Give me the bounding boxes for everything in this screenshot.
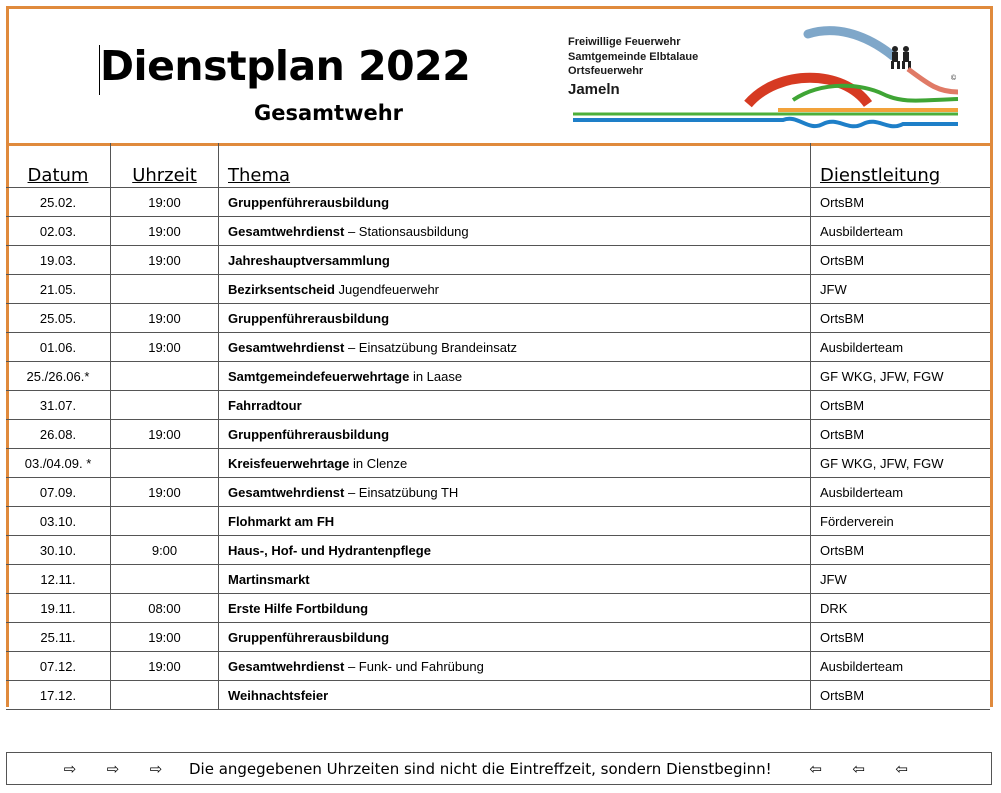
cell-time: 19:00 (111, 217, 219, 246)
cell-topic (219, 362, 811, 391)
topic-title: Erste Hilfe Fortbildung (228, 600, 369, 616)
topic-title: Kreisfeuerwehrtage (228, 455, 350, 471)
cell-date: 01.06. (6, 333, 111, 362)
topic-detail: – Stationsausbildung (344, 223, 469, 239)
topic-title: Gruppenführerausbildung (228, 310, 390, 326)
topic-title: Flohmarkt am FH (228, 513, 335, 529)
cell-topic (219, 536, 811, 565)
cell-time (111, 565, 219, 594)
cell-date: 17.12. (6, 681, 111, 710)
column-header-lead: Dienstleitung (811, 143, 991, 188)
table-row (6, 681, 990, 710)
topic-title: Gruppenführerausbildung (228, 426, 390, 442)
topic-title: Gruppenführerausbildung (228, 194, 390, 210)
cell-time: 08:00 (111, 594, 219, 623)
cell-date: 07.09. (6, 478, 111, 507)
cell-date: 21.05. (6, 275, 111, 304)
cell-topic (219, 507, 811, 536)
cell-lead: DRK (811, 594, 991, 623)
arrow-left-icon: ⇦ (895, 759, 908, 778)
topic-detail: – Funk- und Fahrübung (344, 658, 484, 674)
cell-date: 25.11. (6, 623, 111, 652)
table-header-row (6, 143, 990, 188)
logo-line-3: Ortsfeuerwehr (568, 65, 644, 77)
page-title: Dienstplan 2022 (100, 42, 471, 90)
topic-title: Weihnachtsfeier (228, 687, 329, 703)
cell-date: 02.03. (6, 217, 111, 246)
cell-time: 19:00 (111, 188, 219, 217)
cell-topic (219, 681, 811, 710)
table-row (6, 333, 990, 362)
column-header-topic: Thema (219, 143, 811, 188)
cell-date: 07.12. (6, 652, 111, 681)
cell-topic (219, 652, 811, 681)
table-row (6, 246, 990, 275)
schedule-table (6, 143, 990, 710)
table-row (6, 652, 990, 681)
footer-note-box (6, 752, 992, 785)
cell-date: 25.05. (6, 304, 111, 333)
cell-topic (219, 333, 811, 362)
table-row (6, 565, 990, 594)
cell-lead: OrtsBM (811, 391, 991, 420)
cell-lead: GF WKG, JFW, FGW (811, 362, 991, 391)
cell-lead: OrtsBM (811, 681, 991, 710)
topic-title: Fahrradtour (228, 397, 302, 413)
table-row (6, 420, 990, 449)
table-row (6, 507, 990, 536)
cell-topic (219, 391, 811, 420)
arrow-left-icon: ⇦ (809, 759, 822, 778)
cell-topic (219, 246, 811, 275)
topic-detail: in Clenze (349, 455, 408, 471)
cell-lead: OrtsBM (811, 188, 991, 217)
table-row (6, 391, 990, 420)
cell-time (111, 681, 219, 710)
arrow-right-icon: ⇨ (63, 759, 77, 778)
cell-lead: OrtsBM (811, 304, 991, 333)
cell-time: 19:00 (111, 623, 219, 652)
cell-topic (219, 594, 811, 623)
cell-date: 19.03. (6, 246, 111, 275)
cell-date: 03./04.09. * (6, 449, 111, 478)
arrow-right-icon: ⇨ (106, 759, 120, 778)
cell-lead: GF WKG, JFW, FGW (811, 449, 991, 478)
cell-date: 19.11. (6, 594, 111, 623)
topic-title: Bezirksentscheid (228, 281, 335, 297)
arrow-left-icon: ⇦ (852, 759, 865, 778)
cell-lead: OrtsBM (811, 246, 991, 275)
cell-time: 19:00 (111, 246, 219, 275)
cell-time (111, 362, 219, 391)
cell-date: 31.07. (6, 391, 111, 420)
column-header-time: Uhrzeit (111, 143, 219, 188)
topic-title: Gesamtwehrdienst (228, 339, 345, 355)
topic-title: Gesamtwehrdienst (228, 658, 345, 674)
cell-lead: Ausbilderteam (811, 478, 991, 507)
logo-line-2: Samtgemeinde Elbtalaue (568, 51, 699, 63)
cell-date: 26.08. (6, 420, 111, 449)
cell-time: 9:00 (111, 536, 219, 565)
table-row (6, 594, 990, 623)
topic-detail: Jugendfeuerwehr (334, 281, 440, 297)
cell-lead: OrtsBM (811, 623, 991, 652)
cell-date: 03.10. (6, 507, 111, 536)
cell-topic (219, 275, 811, 304)
page-subtitle: Gesamtwehr (254, 101, 404, 125)
topic-detail: – Einsatzübung TH (344, 484, 459, 500)
cell-lead: Förderverein (811, 507, 991, 536)
topic-title: Haus-, Hof- und Hydrantenpflege (228, 542, 431, 558)
topic-title: Gesamtwehrdienst (228, 484, 345, 500)
cell-time (111, 391, 219, 420)
cell-time: 19:00 (111, 478, 219, 507)
cell-lead: OrtsBM (811, 420, 991, 449)
cell-date: 30.10. (6, 536, 111, 565)
cell-date: 12.11. (6, 565, 111, 594)
cell-topic (219, 420, 811, 449)
table-row (6, 536, 990, 565)
cell-time: 19:00 (111, 420, 219, 449)
table-row (6, 188, 990, 217)
topic-title: Samtgemeindefeuerwehrtage (228, 368, 410, 384)
cell-topic (219, 565, 811, 594)
cell-time: 19:00 (111, 304, 219, 333)
table-row (6, 449, 990, 478)
topic-title: Gruppenführerausbildung (228, 629, 390, 645)
cell-lead: OrtsBM (811, 536, 991, 565)
table-body (6, 188, 990, 710)
table-row (6, 275, 990, 304)
cell-topic (219, 304, 811, 333)
table-row (6, 304, 990, 333)
cell-lead: Ausbilderteam (811, 652, 991, 681)
cell-lead: Ausbilderteam (811, 217, 991, 246)
cell-date: 25./26.06.* (6, 362, 111, 391)
logo-copyright: © (951, 75, 957, 82)
arrows-left (59, 760, 167, 778)
cell-time (111, 507, 219, 536)
topic-title: Jahreshauptversammlung (228, 252, 390, 268)
cell-lead: Ausbilderteam (811, 333, 991, 362)
fire-brigade-logo (563, 14, 963, 132)
cell-time: 19:00 (111, 652, 219, 681)
table-row (6, 362, 990, 391)
cell-date: 25.02. (6, 188, 111, 217)
topic-title: Martinsmarkt (228, 571, 310, 587)
cell-topic (219, 188, 811, 217)
table-row (6, 623, 990, 652)
cell-topic (219, 449, 811, 478)
footer-note-text: Die angegebenen Uhrzeiten sind nicht die Eintreffzeit, sondern Dienstbeginn! (189, 759, 772, 778)
topic-detail: in Laase (409, 368, 463, 384)
column-header-date: Datum (6, 143, 111, 188)
cell-topic (219, 623, 811, 652)
table-row (6, 217, 990, 246)
topic-title: Gesamtwehrdienst (228, 223, 345, 239)
cell-time (111, 449, 219, 478)
cell-topic (219, 478, 811, 507)
topic-detail: – Einsatzübung Brandeinsatz (344, 339, 518, 355)
cell-time (111, 275, 219, 304)
table-row (6, 478, 990, 507)
logo-line-1: Freiwillige Feuerwehr (568, 36, 681, 48)
arrow-right-icon: ⇨ (149, 759, 163, 778)
cell-lead: JFW (811, 565, 991, 594)
logo-line-4: Jameln (568, 81, 620, 98)
cell-topic (219, 217, 811, 246)
arrows-right (805, 760, 913, 778)
cell-time: 19:00 (111, 333, 219, 362)
cell-lead: JFW (811, 275, 991, 304)
